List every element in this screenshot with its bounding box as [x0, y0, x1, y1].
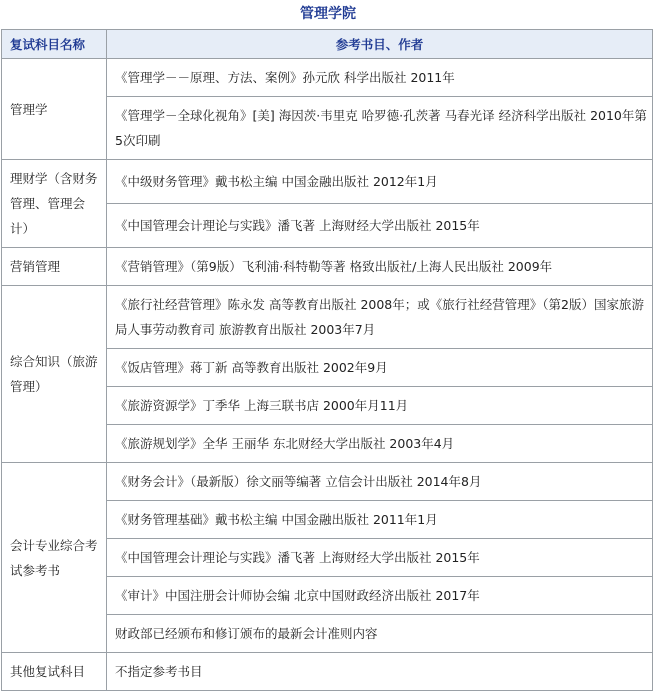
- subject-cell: 管理学: [2, 59, 107, 160]
- book-cell: 《财务会计》（最新版）徐文丽等编著 立信会计出版社 2014年8月: [107, 463, 653, 501]
- book-cell: 《中国管理会计理论与实践》潘飞著 上海财经大学出版社 2015年: [107, 204, 653, 248]
- book-cell: 《旅游规划学》全华 王丽华 东北财经大学出版社 2003年4月: [107, 425, 653, 463]
- book-cell: 《营销管理》（第9版）飞利浦·科特勒等著 格致出版社/上海人民出版社 2009年: [107, 248, 653, 286]
- table-row: [2, 286, 653, 349]
- book-cell: 财政部已经颁布和修订颁布的最新会计准则内容: [107, 615, 653, 653]
- book-cell: 《饭店管理》蒋丁新 高等教育出版社 2002年9月: [107, 349, 653, 387]
- header-books: 参考书目、作者: [107, 30, 653, 59]
- book-cell: 《管理学－全球化视角》[美] 海因茨·韦里克 哈罗德·孔茨著 马春光译 经济科学出版社 2010年第5次印刷: [107, 97, 653, 160]
- table-row: [2, 248, 653, 286]
- table-row: [2, 653, 653, 691]
- book-cell: 《旅行社经营管理》陈永发 高等教育出版社 2008年；或《旅行社经营管理》（第2版）国家旅游局人事劳动教育司 旅游教育出版社 2003年7月: [107, 286, 653, 349]
- book-cell: 《中国管理会计理论与实践》潘飞著 上海财经大学出版社 2015年: [107, 539, 653, 577]
- table-row: [2, 59, 653, 97]
- book-cell: 《管理学－－原理、方法、案例》孙元欣 科学出版社 2011年: [107, 59, 653, 97]
- subject-cell: 理财学（含财务管理、管理会计）: [2, 160, 107, 248]
- book-cell: 《审计》中国注册会计师协会编 北京中国财政经济出版社 2017年: [107, 577, 653, 615]
- book-cell: 《中级财务管理》戴书松主编 中国金融出版社 2012年1月: [107, 160, 653, 204]
- book-cell: 不指定参考书目: [107, 653, 653, 691]
- subject-cell: 营销管理: [2, 248, 107, 286]
- table-row: [2, 463, 653, 501]
- subject-cell: 其他复试科目: [2, 653, 107, 691]
- header-subject: 复试科目名称: [2, 30, 107, 59]
- book-cell: 《旅游资源学》丁季华 上海三联书店 2000年月11月: [107, 387, 653, 425]
- subject-cell: 会计专业综合考试参考书: [2, 463, 107, 653]
- book-cell: 《财务管理基础》戴书松主编 中国金融出版社 2011年1月: [107, 501, 653, 539]
- table-header-row: [2, 30, 653, 59]
- table-row: [2, 160, 653, 204]
- page-title: 管理学院: [300, 6, 356, 22]
- subject-cell: 综合知识（旅游管理）: [2, 286, 107, 463]
- reference-books-table: [1, 29, 653, 691]
